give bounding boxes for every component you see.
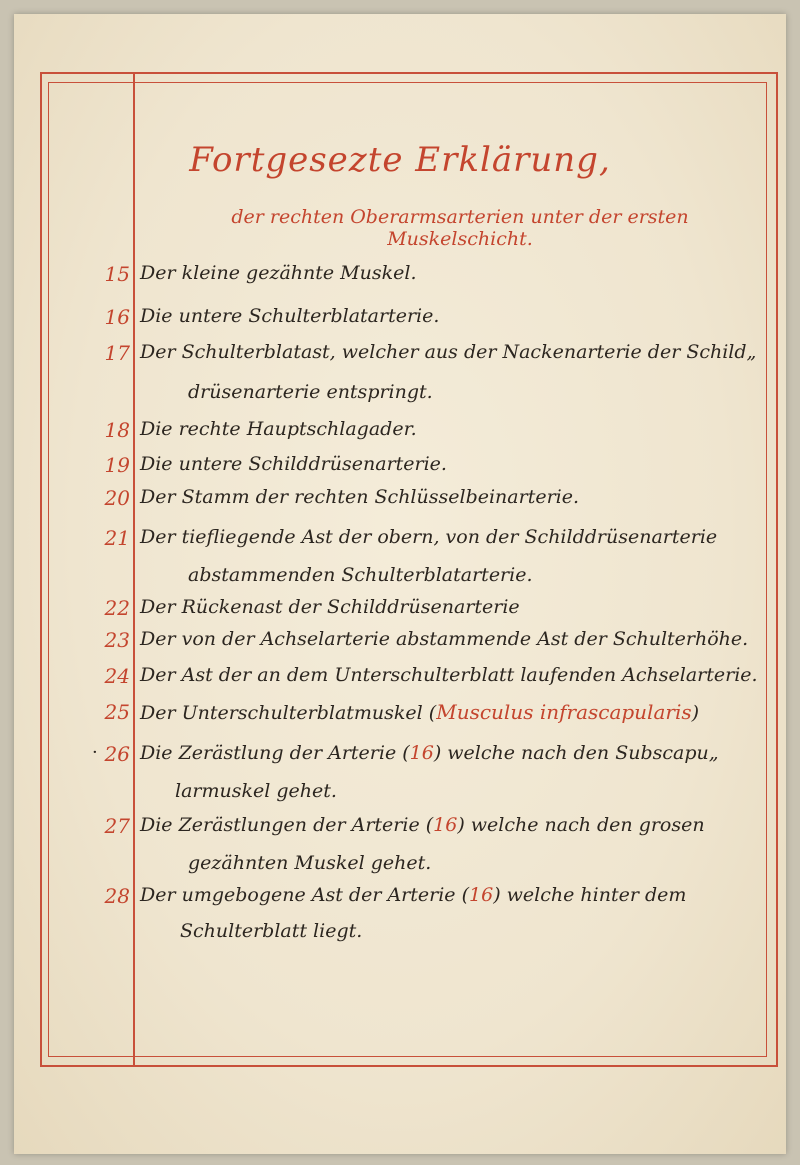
item-text-continued: larmuskel gehet.	[175, 780, 337, 802]
item-text	[140, 814, 705, 836]
outer-border-right	[776, 72, 778, 1067]
item-number: 15	[104, 262, 130, 286]
item-number: 22	[104, 596, 130, 620]
item-text-pre: Der umgebogene Ast der Arterie (	[140, 884, 470, 906]
inner-border-right	[766, 82, 767, 1057]
item-number: 19	[104, 453, 130, 477]
page-title: Fortgesezte Erklärung,	[189, 140, 611, 180]
item-text-continued: abstammenden Schulterblatarterie.	[188, 564, 533, 586]
item-text	[140, 884, 686, 906]
latin-term: Musculus infrascapularis	[436, 700, 692, 724]
item-text: Der Stamm der rechten Schlüsselbeinarterie.	[140, 486, 580, 508]
cross-reference-number: 16	[409, 742, 434, 764]
item-text: Der tiefliegende Ast der obern, von der Schilddrüsenarterie	[140, 526, 718, 548]
item-number: 28	[104, 884, 130, 908]
item-text: Die untere Schulterblatarterie.	[140, 305, 440, 327]
item-text-continued: gezähnten Muskel gehet.	[188, 852, 432, 874]
item-text: Die rechte Hauptschlagader.	[140, 418, 417, 440]
item-text-pre: Die Zerästlungen der Arterie (	[140, 814, 434, 836]
item-number: 24	[104, 664, 130, 688]
item-text	[140, 700, 699, 724]
item-text-post: ) welche nach den Subscapu„	[433, 742, 719, 764]
item-text-post: ) welche nach den grosen	[457, 814, 705, 836]
item-text	[140, 742, 719, 764]
outer-border-bottom	[40, 1065, 778, 1067]
ink-mark: ·	[92, 742, 98, 763]
item-text: Der Schulterblatast, welcher aus der Nackenarterie der Schild„	[140, 341, 757, 363]
item-number: 17	[104, 341, 130, 365]
item-number: 20	[104, 486, 130, 510]
item-number: 25	[104, 700, 130, 724]
item-number: 18	[104, 418, 130, 442]
page-subtitle: der rechten Oberarmsarterien unter der ersten Muskelschicht.	[231, 206, 689, 250]
item-text-pre: Der Unterschulterblatmuskel (	[140, 702, 437, 724]
item-number: 23	[104, 628, 130, 652]
item-text-continued: Schulterblatt liegt.	[180, 920, 363, 942]
item-text-post: ) welche hinter dem	[493, 884, 687, 906]
inner-border-top	[48, 82, 767, 83]
item-number: 21	[104, 526, 130, 550]
item-number: 27	[104, 814, 130, 838]
number-column-rule	[133, 74, 135, 1066]
item-text: Der kleine gezähnte Muskel.	[140, 262, 417, 284]
item-text-pre: Die Zerästlung der Arterie (	[140, 742, 410, 764]
item-text: Die untere Schilddrüsenarterie.	[140, 453, 447, 475]
cross-reference-number: 16	[469, 884, 494, 906]
item-text: Der Ast der an dem Unterschulterblatt laufenden Achselarterie.	[140, 664, 758, 686]
inner-border-left	[48, 82, 49, 1057]
item-number: 26	[104, 742, 130, 766]
item-text: Der Rückenast der Schilddrüsenarterie	[140, 596, 520, 618]
outer-border-top	[40, 72, 778, 74]
item-text: Der von der Achselarterie abstammende Ast der Schulterhöhe.	[140, 628, 749, 650]
inner-border-bottom	[48, 1056, 767, 1057]
item-text-post: )	[691, 702, 700, 724]
outer-border-left	[40, 72, 42, 1067]
item-text-continued: drüsenarterie entspringt.	[188, 381, 433, 403]
item-number: 16	[104, 305, 130, 329]
cross-reference-number: 16	[433, 814, 458, 836]
